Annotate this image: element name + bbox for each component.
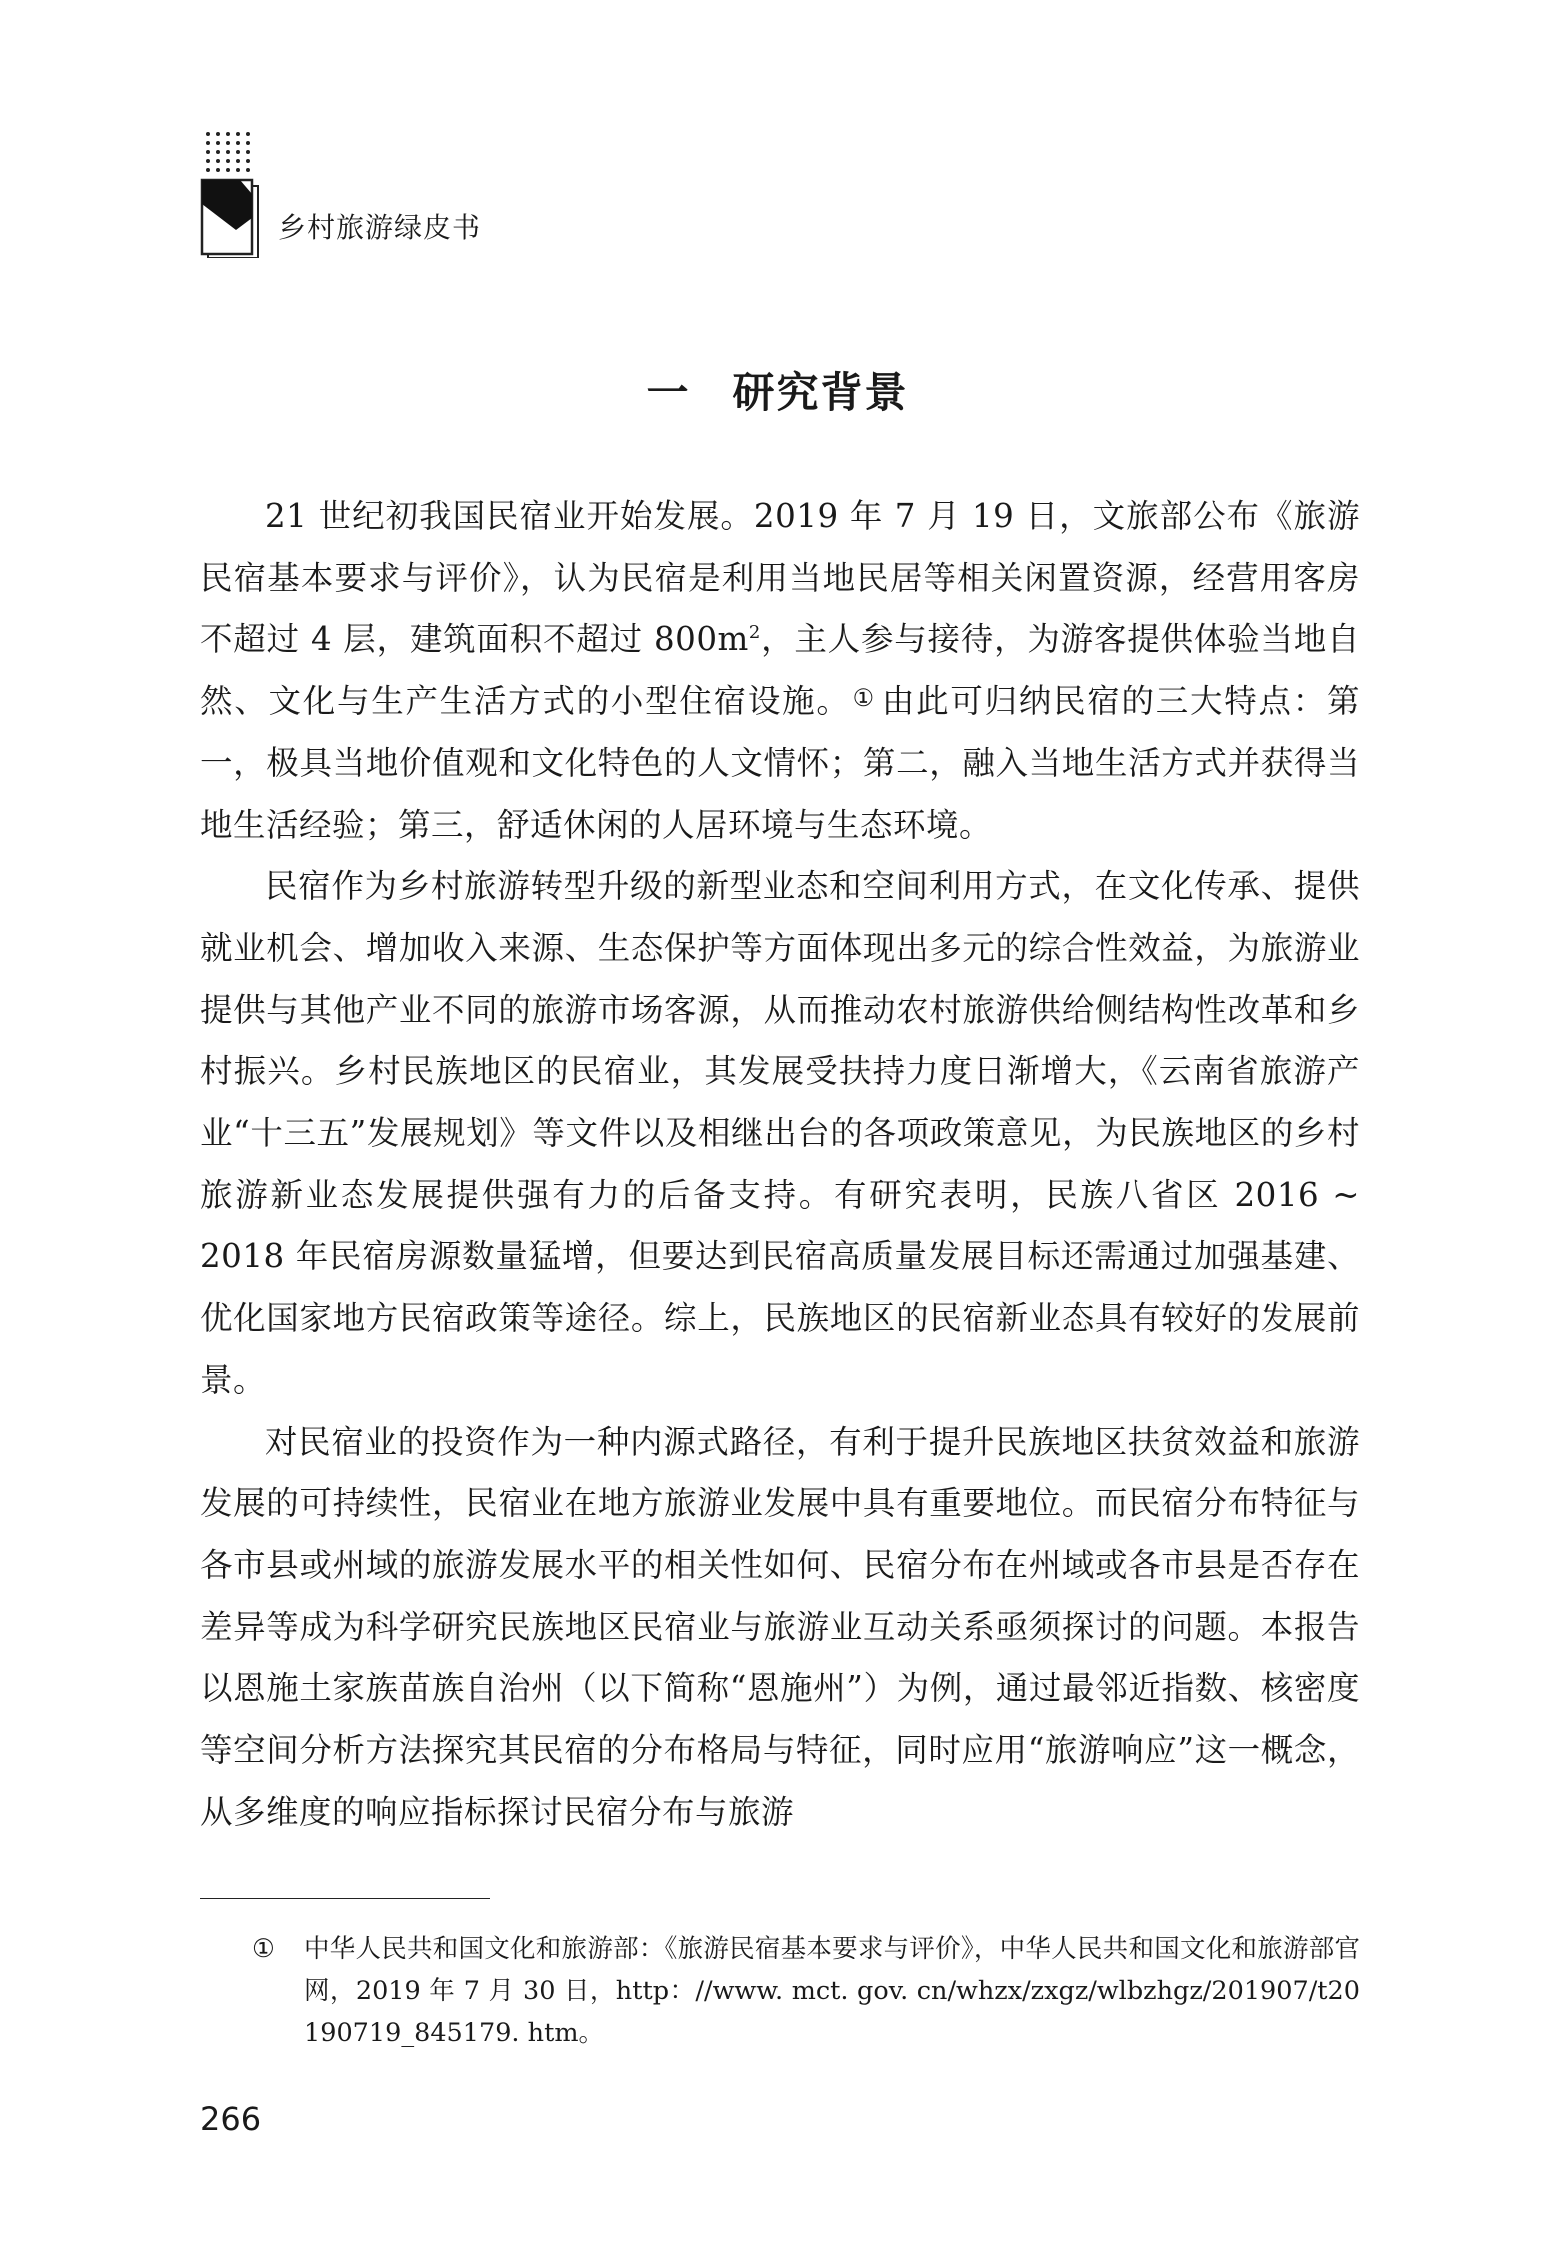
- footnote-text: 中华人民共和国文化和旅游部：《旅游民宿基本要求与评价》，中华人民共和国文化和旅游部官网，2019 年 7 月 30 日，http：//www. mct. gov. cn/whzx/zxgz/wlbzhgz/201907/t20190719_845179. htm。: [304, 1934, 1360, 2048]
- body-text: [200, 486, 1360, 1843]
- paragraph-text: 21 世纪初我国民宿业开始发展。2019 年 7 月 19 日，文旅部公布《旅游民宿基本要求与评价》，认为民宿是利用当地民居等相关闲置资源，经营用客房不超过 4 层，建筑面积不超过 800m: [200, 497, 1360, 659]
- paragraph-text: ，主人参与接待，为游客提供体验当地自然、文化与生产生活方式的小型住宿设施。: [200, 620, 1360, 721]
- section-number: 一: [646, 368, 691, 417]
- paragraph-text: 由此可归纳民宿的三大特点：第一，极具当地价值观和文化特色的人文情怀；第二，融入当地生活方式并获得当地生活经验；第三，舒适休闲的人居环境与生态环境。: [200, 682, 1360, 844]
- paragraph: 对民宿业的投资作为一种内源式路径，有利于提升民族地区扶贫效益和旅游发展的可持续性，民宿业在地方旅游业发展中具有重要地位。而民宿分布特征与各市县或州域的旅游发展水平的相关性如何、民宿分布在州域或各市县是否存在差异等成为科学研究民族地区民宿业与旅游业互动关系亟须探讨的问题。本报告以恩施土家族苗族自治州（以下简称“恩施州”）为例，通过最邻近指数、核密度等空间分析方法探究其民宿的分布格局与特征，同时应用“旅游响应”这一概念，从多维度的响应指标探讨民宿分布与旅游: [200, 1422, 1360, 1831]
- footnote-reference[interactable]: ①: [852, 684, 876, 713]
- section-heading: [0, 360, 1555, 420]
- paragraph: [200, 486, 1360, 856]
- paragraph: 民宿作为乡村旅游转型升级的新型业态和空间利用方式，在文化传承、提供就业机会、增加收入来源、生态保护等方面体现出多元的综合性效益，为旅游业提供与其他产业不同的旅游市场客源，从而推动农村旅游供给侧结构性改革和乡村振兴。乡村民族地区的民宿业，其发展受扶持力度日渐增大，《云南省旅游产业“十三五”发展规划》等文件以及相继出台的各项政策意见，为民族地区的乡村旅游新业态发展提供强有力的后备支持。有研究表明，民族八省区 2016 ~ 2018 年民宿房源数量猛增，但要达到民宿高质量发展目标还需通过加强基建、优化国家地方民宿政策等途径。综上，民族地区的民宿新业态具有较好的发展前景。: [200, 867, 1360, 1399]
- footnote-divider: [200, 1898, 490, 1899]
- footnote-marker: ①: [252, 1934, 275, 1964]
- section-title: 研究背景: [732, 368, 909, 417]
- book-title: 乡村旅游绿皮书: [278, 211, 482, 244]
- dot-grid-icon: [204, 130, 264, 172]
- bookmark-icon: [200, 178, 260, 258]
- page-number: 266: [200, 2100, 262, 2138]
- superscript: 2: [748, 622, 761, 644]
- footnote: [252, 1928, 1360, 2054]
